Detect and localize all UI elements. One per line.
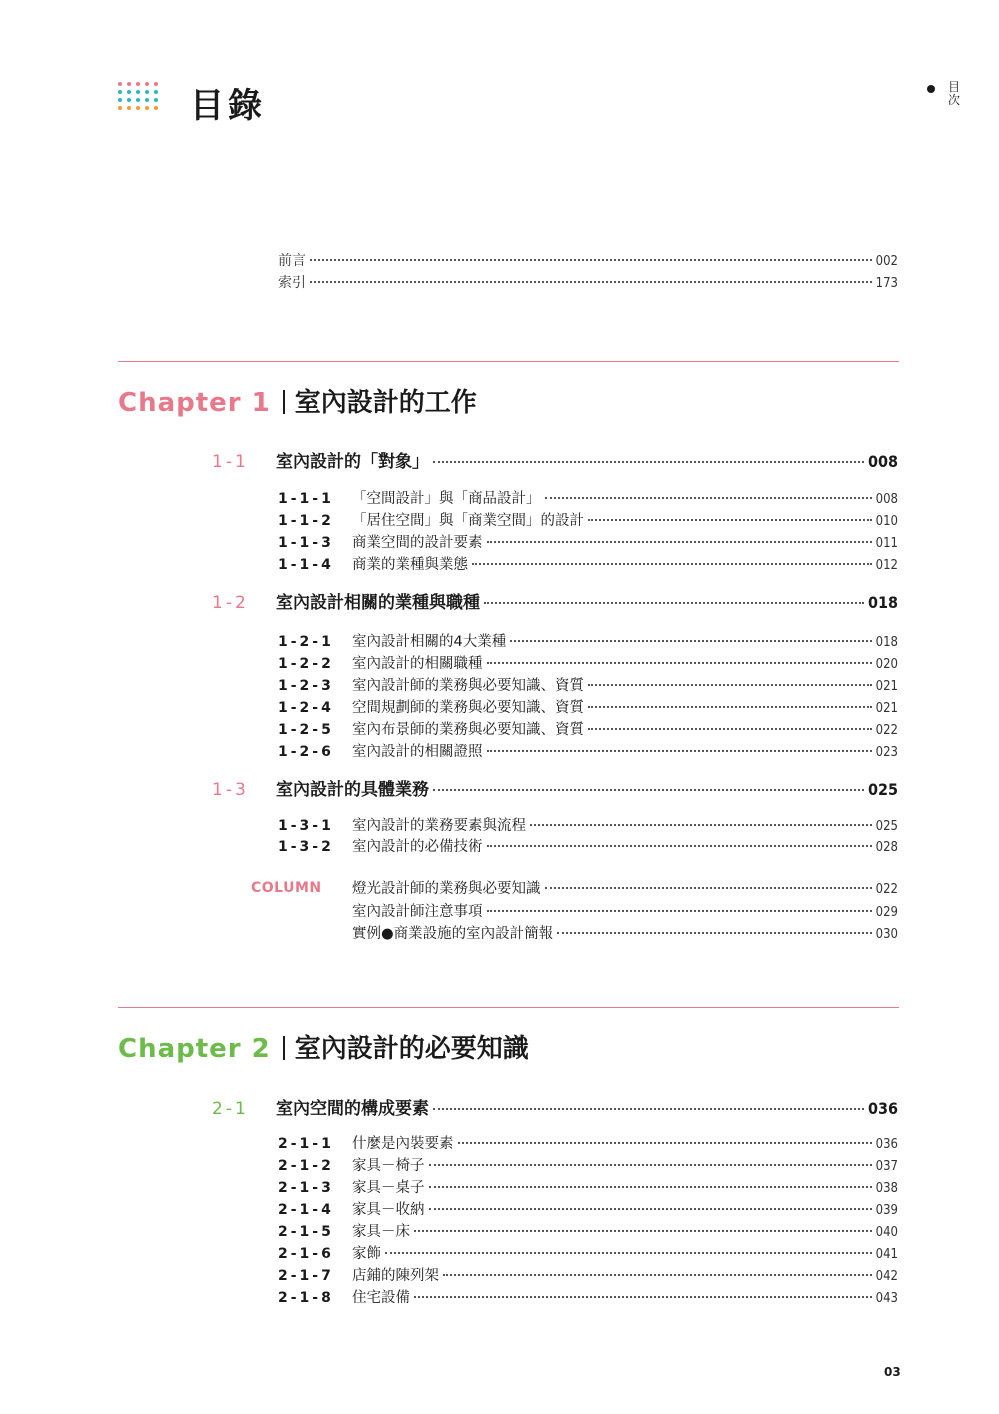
- toc-entry-2-1-8[interactable]: [278, 1286, 898, 1307]
- page-title: 目錄: [190, 86, 266, 126]
- dot-leader: [429, 1164, 872, 1166]
- dot-leader: [433, 1108, 864, 1110]
- entry-number: 1-2-6: [278, 744, 334, 760]
- column-label: COLUMN: [251, 880, 322, 896]
- chapter-2-heading: [118, 1028, 529, 1065]
- entry-page: 037: [875, 1159, 898, 1174]
- entry-title: 家飾: [352, 1246, 381, 1262]
- entry-title: 住宅設備: [352, 1290, 410, 1306]
- entry-page: 030: [875, 927, 898, 942]
- dot-leader: [545, 497, 872, 499]
- toc-entry-1-2-1[interactable]: [278, 630, 898, 651]
- dot-leader: [443, 1274, 872, 1276]
- dot-leader: [487, 662, 872, 664]
- chapter-title: 室內設計的必要知識: [294, 1034, 529, 1064]
- entry-page: 025: [875, 819, 898, 834]
- section-page: 025: [867, 780, 898, 799]
- dot-leader: [487, 910, 872, 912]
- separator: [283, 1036, 285, 1060]
- toc-entry-index[interactable]: [278, 272, 898, 292]
- entry-title: 「空間設計」與「商品設計」: [352, 491, 541, 507]
- chapter-number: Chapter 2: [118, 1034, 271, 1064]
- entry-title: 室內設計的業務要素與流程: [352, 818, 526, 834]
- entry-page: 018: [875, 635, 898, 650]
- entry-page: 021: [875, 701, 898, 716]
- entry-number: 1-2-3: [278, 678, 334, 694]
- entry-title: 商業的業種與業態: [352, 557, 468, 573]
- dot-leader: [530, 824, 872, 826]
- toc-entry-2-1-1[interactable]: [278, 1132, 898, 1153]
- entry-title: 室內設計的相關職種: [352, 656, 483, 672]
- toc-entry-2-1-3[interactable]: [278, 1176, 898, 1197]
- toc-entry-2-1-2[interactable]: [278, 1154, 898, 1175]
- entry-title: 實例●商業設施的室內設計簡報: [352, 926, 554, 942]
- entry-number: 1-1-1: [278, 491, 334, 507]
- entry-title: 室內設計相關的4大業種: [352, 634, 507, 650]
- bullet-icon: [927, 85, 935, 93]
- section-page: 008: [867, 452, 898, 471]
- entry-number: 1-2-4: [278, 700, 334, 716]
- toc-section-1-3[interactable]: [212, 775, 898, 800]
- entry-page: 029: [875, 905, 898, 920]
- entry-number: 1-2-2: [278, 656, 334, 672]
- entry-title: 前言: [278, 253, 306, 269]
- toc-section-1-1[interactable]: [212, 447, 898, 472]
- toc-column-entry[interactable]: [352, 877, 898, 898]
- entry-title: 家具－椅子: [352, 1158, 425, 1174]
- entry-page: 022: [875, 723, 898, 738]
- toc-entry-2-1-6[interactable]: [278, 1242, 898, 1263]
- entry-title: 室內設計的相關證照: [352, 744, 483, 760]
- section-page: 018: [867, 593, 898, 612]
- toc-section-1-2[interactable]: [212, 588, 898, 613]
- dot-leader: [433, 461, 864, 463]
- chapter-divider: [118, 1007, 899, 1008]
- entry-title: 室內設計師注意事項: [352, 904, 483, 920]
- entry-number: 1-2-5: [278, 722, 334, 738]
- entry-page: 012: [875, 558, 898, 573]
- section-title: 室內空間的構成要素: [276, 1099, 429, 1119]
- toc-entry-1-2-2[interactable]: [278, 652, 898, 673]
- toc-entry-1-2-3[interactable]: [278, 674, 898, 695]
- entry-number: 2-1-8: [278, 1290, 334, 1306]
- entry-title: 家具－床: [352, 1224, 410, 1240]
- toc-entry-1-2-4[interactable]: [278, 696, 898, 717]
- entry-number: 2-1-3: [278, 1180, 334, 1196]
- toc-entry-2-1-5[interactable]: [278, 1220, 898, 1241]
- side-label: 目次: [947, 80, 960, 107]
- toc-entry-2-1-7[interactable]: [278, 1264, 898, 1285]
- dot-leader: [414, 1296, 872, 1298]
- entry-page: 002: [875, 254, 898, 269]
- entry-page: 036: [875, 1137, 898, 1152]
- section-title: 室內設計的具體業務: [276, 780, 429, 800]
- entry-number: 1-2-1: [278, 634, 334, 650]
- entry-page: 042: [875, 1269, 898, 1284]
- entry-number: 2-1-1: [278, 1136, 334, 1152]
- entry-page: 039: [875, 1203, 898, 1218]
- separator: [283, 390, 285, 414]
- dot-leader: [588, 728, 872, 730]
- dot-leader: [588, 684, 872, 686]
- entry-title: 室內設計師的業務與必要知識、資質: [352, 678, 584, 694]
- dot-leader: [557, 932, 872, 934]
- entry-title: 商業空間的設計要素: [352, 535, 483, 551]
- toc-section-2-1[interactable]: [212, 1094, 898, 1119]
- toc-entry-1-1-2[interactable]: [278, 509, 898, 530]
- dot-leader: [310, 281, 872, 283]
- dot-leader: [429, 1208, 872, 1210]
- dot-leader: [310, 259, 872, 261]
- entry-title: 什麼是內裝要素: [352, 1136, 454, 1152]
- section-page: 036: [867, 1099, 898, 1118]
- section-title: 室內設計的「對象」: [276, 452, 429, 472]
- entry-number: 2-1-4: [278, 1202, 334, 1218]
- toc-entry-1-3-1[interactable]: [278, 814, 898, 835]
- entry-number: 1-3-2: [278, 839, 334, 855]
- dot-leader: [487, 750, 872, 752]
- entry-page: 040: [875, 1225, 898, 1240]
- entry-title: 「居住空間」與「商業空間」的設計: [352, 513, 584, 529]
- entry-page: 041: [875, 1247, 898, 1262]
- entry-page: 008: [875, 492, 898, 507]
- entry-title: 室內布景師的業務與必要知識、資質: [352, 722, 584, 738]
- entry-number: 2-1-7: [278, 1268, 334, 1284]
- entry-page: 028: [875, 840, 898, 855]
- entry-number: 1-1-4: [278, 557, 334, 573]
- toc-entry-1-1-3[interactable]: [278, 531, 898, 552]
- toc-entry-1-2-5[interactable]: [278, 718, 898, 739]
- toc-entry-1-3-2[interactable]: [278, 835, 898, 856]
- entry-title: 空間規劃師的業務與必要知識、資質: [352, 700, 584, 716]
- entry-number: 2-1-2: [278, 1158, 334, 1174]
- toc-entry-2-1-4[interactable]: [278, 1198, 898, 1219]
- entry-title: 室內設計的必備技術: [352, 839, 483, 855]
- entry-number: 2-1-6: [278, 1246, 334, 1262]
- entry-page: 173: [875, 276, 898, 291]
- entry-page: 023: [875, 745, 898, 760]
- section-number: 1-3: [212, 780, 249, 800]
- dot-leader: [472, 563, 872, 565]
- toc-entry-preface[interactable]: [278, 250, 898, 270]
- dot-leader: [429, 1186, 872, 1188]
- entry-page: 022: [875, 882, 898, 897]
- chapter-number: Chapter 1: [118, 388, 271, 418]
- entry-title: 家具－收納: [352, 1202, 425, 1218]
- section-number: 2-1: [212, 1099, 249, 1119]
- dot-leader: [385, 1252, 872, 1254]
- dot-leader: [484, 602, 864, 604]
- entry-number: 1-1-2: [278, 513, 334, 529]
- entry-number: 1-3-1: [278, 818, 334, 834]
- section-title: 室內設計相關的業種與職種: [276, 593, 480, 613]
- dot-leader: [545, 887, 872, 889]
- dot-leader: [487, 845, 872, 847]
- entry-number: 2-1-5: [278, 1224, 334, 1240]
- toc-column-entry[interactable]: [352, 922, 898, 943]
- entry-page: 043: [875, 1291, 898, 1306]
- dot-leader: [433, 789, 864, 791]
- entry-page: 010: [875, 514, 898, 529]
- entry-number: 1-1-3: [278, 535, 334, 551]
- entry-title: 燈光設計師的業務與必要知識: [352, 881, 541, 897]
- chapter-title: 室內設計的工作: [294, 388, 477, 418]
- decorative-dot-grid-icon: [118, 82, 158, 118]
- toc-entry-1-1-4[interactable]: [278, 553, 898, 574]
- entry-title: 店鋪的陳列架: [352, 1268, 439, 1284]
- entry-page: 020: [875, 657, 898, 672]
- entry-title: 索引: [278, 275, 306, 291]
- dot-leader: [414, 1230, 872, 1232]
- toc-column-entry[interactable]: [352, 900, 898, 921]
- section-number: 1-2: [212, 593, 249, 613]
- dot-leader: [458, 1142, 872, 1144]
- page-number: 03: [884, 1365, 901, 1379]
- toc-entry-1-1-1[interactable]: [278, 487, 898, 508]
- dot-leader: [588, 706, 872, 708]
- entry-page: 021: [875, 679, 898, 694]
- dot-leader: [487, 541, 872, 543]
- entry-page: 038: [875, 1181, 898, 1196]
- entry-title: 家具－桌子: [352, 1180, 425, 1196]
- dot-leader: [510, 640, 871, 642]
- entry-page: 011: [875, 536, 898, 551]
- chapter-1-heading: [118, 382, 477, 419]
- chapter-divider: [118, 361, 899, 362]
- section-number: 1-1: [212, 452, 249, 472]
- toc-entry-1-2-6[interactable]: [278, 740, 898, 761]
- dot-leader: [588, 519, 872, 521]
